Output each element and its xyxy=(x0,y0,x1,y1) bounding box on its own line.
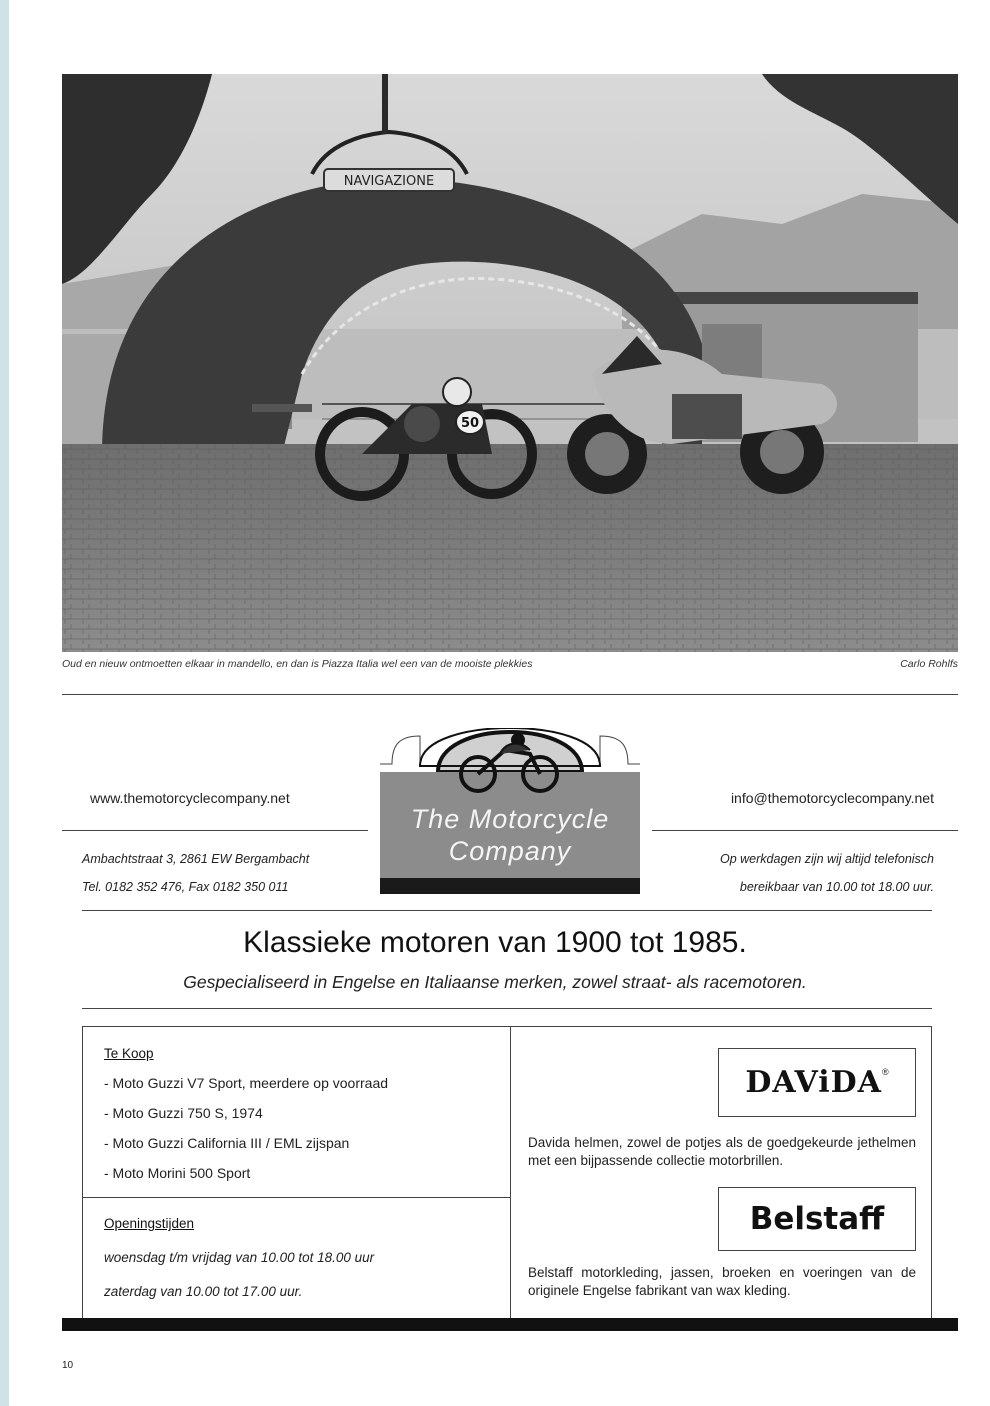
belstaff-description: Belstaff motorkleding, jassen, broeken en voeringen van de originele Engelse fabrikant van wax kleding. xyxy=(528,1265,916,1298)
opening-hours-line: zaterdag van 10.00 tot 17.00 uur. xyxy=(104,1284,303,1299)
registered-mark: ® xyxy=(881,1067,889,1077)
ad-headline: Klassieke motoren van 1900 tot 1985. xyxy=(243,926,747,959)
arch-sign-text: NAVIGAZIONE xyxy=(343,174,435,189)
ad-phone-hours-line2: bereikbaar van 10.00 tot 18.00 uur. xyxy=(739,880,934,894)
ad-website[interactable]: www.themotorcyclecompany.net xyxy=(90,790,290,806)
photo-caption: Oud en nieuw ontmoetten elkaar in mandello, en dan is Piazza Italia wel een van de mooiste plekkies xyxy=(62,658,533,670)
photo-credit: Carlo Rohlfs xyxy=(900,658,958,670)
for-sale-item: - Moto Guzzi V7 Sport, meerdere op voorraad xyxy=(104,1075,389,1091)
for-sale-item: - Moto Guzzi 750 S, 1974 xyxy=(104,1105,263,1121)
page-spine-edge xyxy=(0,0,9,1406)
ad-phone: Tel. 0182 352 476, Fax 0182 350 011 xyxy=(82,880,289,894)
ad-email[interactable]: info@themotorcyclecompany.net xyxy=(730,790,934,806)
box-horizontal-divider xyxy=(83,1197,510,1198)
ad-phone-hours-line1: Op werkdagen zijn wij altijd telefonisch xyxy=(720,852,934,866)
opening-hours-line: woensdag t/m vrijdag van 10.00 tot 18.00 uur xyxy=(104,1250,375,1265)
page-number: 10 xyxy=(62,1360,74,1371)
race-number: 50 xyxy=(460,416,480,431)
photo-illustration xyxy=(62,74,958,652)
ad-rule-mid xyxy=(82,910,932,911)
box-vertical-divider xyxy=(510,1027,511,1319)
ad-subline: Gespecialiseerd in Engelse en Italiaanse merken, zowel straat- als racemotoren. xyxy=(183,972,807,992)
ad-bottom-bar xyxy=(62,1318,958,1331)
belstaff-logo xyxy=(718,1187,916,1251)
ad-rule-right xyxy=(652,830,958,831)
for-sale-title: Te Koop xyxy=(104,1046,154,1061)
davida-logo-word: DAViDA xyxy=(745,1065,882,1100)
for-sale-item: - Moto Morini 500 Sport xyxy=(104,1165,251,1181)
ad-address: Ambachtstraat 3, 2861 EW Bergambacht xyxy=(82,852,310,866)
ad-rule-lower xyxy=(82,1008,932,1009)
divider-rule xyxy=(62,694,958,695)
opening-hours-title: Openingstijden xyxy=(104,1216,195,1231)
belstaff-logo-word: Belstaff xyxy=(749,1201,885,1237)
davida-description: Davida helmen, zowel de potjes als de goedgekeurde jethelmen met een bijpassende collectie motorbrillen. xyxy=(528,1135,916,1168)
davida-logo xyxy=(718,1048,916,1117)
ad-rule-left xyxy=(62,830,368,831)
photo-navigazione-motorcycles xyxy=(62,74,958,652)
logo-line1: The Motorcycle xyxy=(410,804,610,834)
for-sale-item: - Moto Guzzi California III / EML zijspan xyxy=(104,1135,350,1151)
logo-line2: Company xyxy=(448,836,572,866)
